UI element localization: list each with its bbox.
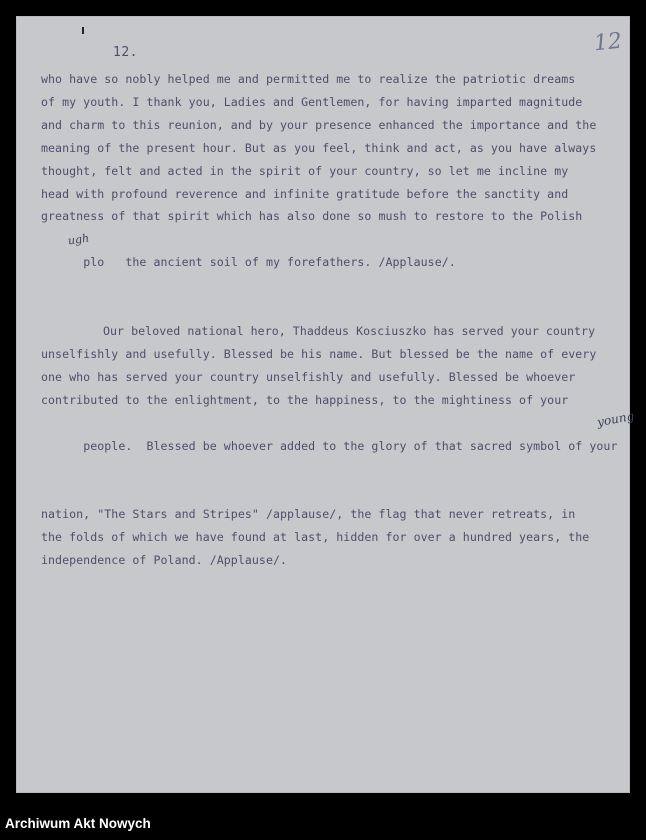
text-line: one who has served your country unselfishly and usefully. Blessed be whoever (41, 369, 576, 384)
text-line: plo the ancient soil of my forefathers. /Applause/. (83, 255, 456, 270)
text-line: independence of Poland. /Applause/. (41, 553, 288, 568)
text-line: meaning of the present hour. But as you feel, think and act, as you have always (41, 140, 597, 155)
text-line: nation, "The Stars and Stripes" /applause/, the flag that never retreats, in (41, 507, 576, 522)
handwritten-correction: ugh (67, 231, 91, 248)
text-line: the folds of which we have found at last, hidden for over a hundred years, the (41, 530, 590, 545)
text-line: people. Blessed be whoever added to the glory of that sacred symbol of your (83, 438, 618, 453)
text-line: head with profound reverence and infinite gratitude before the sanctity and (41, 186, 569, 201)
ink-mark (82, 27, 84, 34)
archive-label: Archiwum Akt Nowych (5, 816, 151, 831)
handwritten-insertion: young (595, 408, 636, 429)
typed-body-text (41, 68, 636, 572)
text-line: Our beloved national hero, Thaddeus Kosciuszko has served your country (103, 323, 596, 338)
text-line: of my youth. I thank you, Ladies and Gentlemen, for having imparted magnitude (41, 94, 583, 109)
text-line: unselfishly and usefully. Blessed be his name. But blessed be the name of every (41, 346, 597, 361)
text-line: thought, felt and acted in the spirit of your country, so let me incline my (41, 163, 569, 178)
document-page (16, 16, 636, 793)
text-line: greatness of that spirit which has also done so mush to restore to the Polish (41, 209, 583, 224)
text-line: who have so nobly helped me and permitted me to realize the patriotic dreams (41, 72, 576, 86)
text-line: contributed to the enlightment, to the happiness, to the mightiness of your (41, 392, 569, 407)
handwritten-page-number: 12 (592, 28, 624, 57)
text-line-with-insertion (41, 408, 636, 504)
typed-page-number: 12. (113, 45, 138, 60)
text-line-with-correction (41, 228, 626, 320)
text-line: and charm to this reunion, and by your presence enhanced the importance and the (41, 117, 597, 132)
